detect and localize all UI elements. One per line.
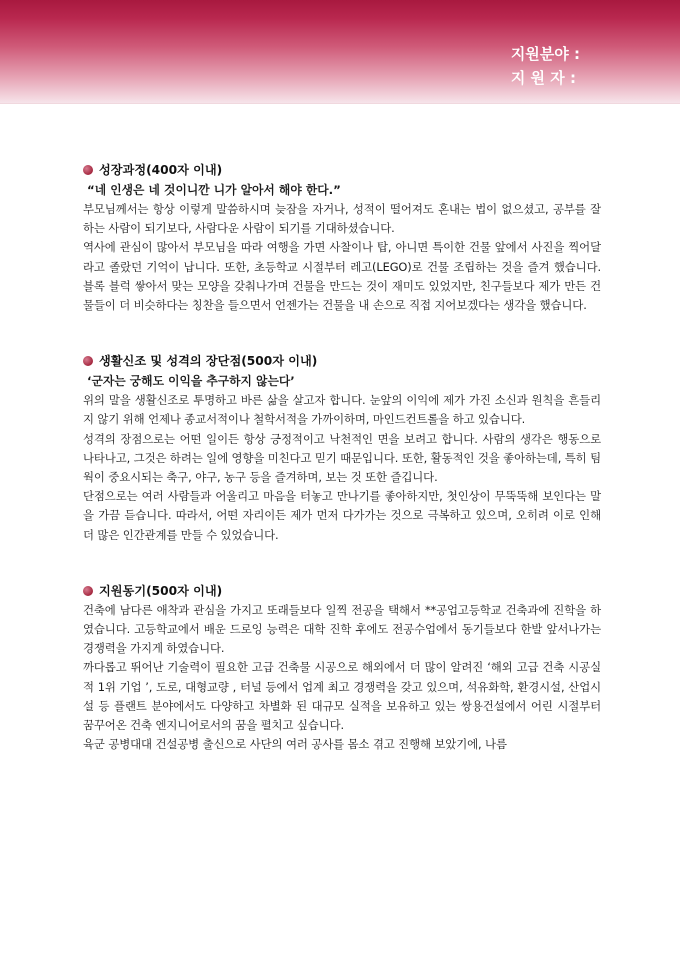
paragraph: 육군 공병대대 건설공병 출신으로 사단의 여러 공사를 몸소 겪고 진행해 보았기에, 나름 — [83, 737, 507, 752]
section-title — [83, 581, 601, 601]
paragraph: 위의 말을 생활신조로 투명하고 바른 삶을 살고자 합니다. 눈앞의 이익에 제가 가진 소신과 원칙을 흔들리지 않기 위해 언제나 종교서적이나 철학서적을 가까이하며, 마인드컨트롤을 하고 있습니다. — [83, 393, 601, 427]
bullet-icon — [83, 356, 93, 366]
applicant-label: 지 원 자 : — [510, 69, 576, 87]
paragraph: 성격의 장점으로는 어떤 일이든 항상 긍정적이고 낙천적인 면을 보려고 합니다. 사람의 생각은 행동으로 나타나고, 그것은 하려는 일에 영향을 미친다고 믿기 때문입니다. 또한, 활동적인 것을 좋아하는데, 특히 팀웍이 중요시되는 축구, 야구, 농구 등을 즐겨하며, 보는 것 또한 즐깁니다. — [83, 431, 601, 485]
paragraph: 건축에 남다른 애착과 관심을 가지고 또래들보다 일찍 전공을 택해서 **공업고등학교 건축과에 진학을 하였습니다. 고등학교에서 배운 드로잉 능력은 대학 진학 후에도 전공수업에서 동기들보다 한발 앞서나가는 경쟁력을 가지게 하였습니다. — [83, 602, 601, 656]
field-label: 지원분야 : — [510, 45, 580, 63]
applicant-info — [511, 42, 580, 90]
section-quote: ‘군자는 궁해도 이익을 추구하지 않는다’ — [87, 374, 295, 389]
paragraph: 부모님께서는 항상 이렇게 말씀하시며 늦잠을 자거나, 성적이 떨어져도 혼내는 법이 없으셨고, 공부를 잘하는 사람이 되기보다, 사람다운 사람이 되기를 기대하셨습니다. — [83, 202, 601, 236]
paragraph: 까다롭고 뛰어난 기술력이 필요한 고급 건축물 시공으로 해외에서 더 많이 알려진 ‘해외 고급 건축 시공실적 1위 기업 ’, 도로, 대형교량 , 터널 등에서 업계 최고 경쟁력을 갖고 있으며, 석유화학, 환경시설, 산업시설 등 플랜트 분야에서도 다양하고 차별화 된 대규모 실적을 보유하고 있는 쌍용건설에서 어린 시절부터 꿈꾸어온 건축 엔지니어로서의 꿈을 펼치고 싶습니다. — [83, 660, 601, 733]
section-title — [83, 351, 601, 371]
header-divider — [0, 103, 680, 104]
section-title-text: 생활신조 및 성격의 장단점(500자 이내) — [99, 354, 318, 369]
header-banner — [0, 0, 680, 103]
section-motivation — [83, 581, 601, 755]
document-body — [83, 160, 601, 790]
section-motto-personality — [83, 351, 601, 545]
section-title-text: 지원동기(500자 이내) — [99, 583, 223, 598]
paragraph: 역사에 관심이 많아서 부모님을 따라 여행을 가면 사찰이나 탑, 아니면 특이한 건물 앞에서 사진을 찍어달라고 졸랐던 기억이 납니다. 또한, 초등학교 시절부터 레고(LEGO)로 건물 조립하는 것을 즐겨 했습니다. 블록 블럭 쌓아서 맞는 모양을 갖춰나가며 건물을 만드는 것이 재미도 있었지만, 친구들보다 제가 만든 건물들이 더 비슷하다는 칭찬을 들으면서 언젠가는 건물을 내 손으로 직접 지어보겠다는 생각을 했습니다. — [83, 240, 601, 313]
paragraph: 단점으로는 여러 사람들과 어울리고 마음을 터놓고 만나기를 좋아하지만, 첫인상이 무뚝뚝해 보인다는 말을 가끔 듣습니다. 따라서, 어떤 자리이든 제가 먼저 다가가는 것으로 극복하고 있으며, 오히려 이로 인해 더 많은 인간관계를 만들 수 있었습니다. — [83, 489, 601, 542]
bullet-icon — [83, 165, 93, 175]
section-title — [83, 160, 601, 180]
bullet-icon — [83, 586, 93, 596]
section-growth — [83, 160, 601, 315]
section-quote: “네 인생은 네 것이니깐 니가 알아서 해야 한다.” — [87, 183, 341, 197]
section-title-text: 성장과정(400자 이내) — [99, 163, 223, 177]
